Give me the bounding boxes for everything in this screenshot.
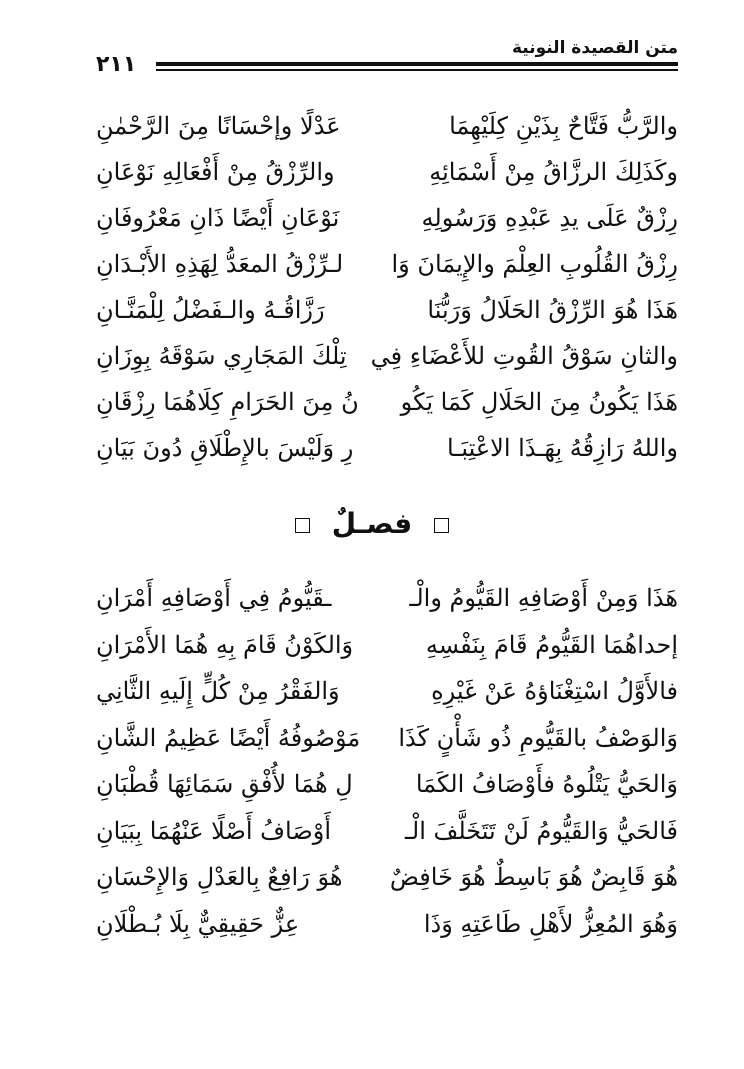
verse-line (96, 195, 678, 241)
second-hemistich: لـرِّزْقُ المعَدُّ لِهَذِهِ الأَبْـدَانِ (96, 250, 344, 278)
section-heading (0, 502, 744, 546)
second-hemistich: رِ وَلَيْسَ بالإِطْلَاقِ دُونَ بَيَانِ (96, 434, 354, 462)
square-ornament-icon (295, 518, 310, 533)
first-hemistich: رِزْقٌ عَلَى يدِ عَبْدِهِ وَرَسُولِهِ (421, 204, 678, 232)
page-header (96, 38, 678, 77)
verse-line (96, 333, 678, 379)
verse-line (96, 287, 678, 333)
first-hemistich: وَالحَيُّ يَتْلُوهُ فأَوْصَافُ الكَمَا (415, 770, 678, 798)
second-hemistich: عَدْلًا وإحْسَانًا مِنَ الرَّحْمٰنِ (96, 112, 341, 140)
poem-block-top (96, 103, 678, 471)
second-hemistich: والرِّزْقُ مِنْ أَفْعَالِهِ نَوْعَانِ (96, 158, 335, 186)
verse-line (96, 425, 678, 471)
verse-line (96, 241, 678, 287)
section-heading-text: فصـلٌ (331, 507, 413, 540)
first-hemistich: والثانِ سَوْقُ القُوتِ للأَعْضَاءِ فِي (370, 342, 678, 370)
verse-line (96, 622, 678, 669)
first-hemistich: إحداهُمَا القَيُّومُ قَامَ بِنَفْسِهِ (425, 630, 678, 659)
second-hemistich: نَوْعَانِ أَيْضًا ذَانِ مَعْرُوفَانِ (96, 204, 340, 232)
second-hemistich: أَوْصَافُ أَصْلًا عَنْهُمَا بِبَيَانِ (96, 816, 331, 845)
page-number: ٢١١ (96, 52, 137, 77)
second-hemistich: مَوْصُوفُهُ أَيْضًا عَظِيمُ الشَّانِ (96, 723, 361, 752)
second-hemistich: وَالفَقْرُ مِنْ كُلٍّ إِلَيهِ الثَّانِي (96, 677, 340, 705)
second-hemistich: ـقَيُّومُ فِي أَوْصَافِهِ أَمْرَانِ (96, 584, 332, 612)
verse-line (96, 761, 678, 808)
first-hemistich: هَذَا يَكُونُ مِنَ الحَلَالِ كَمَا يَكُو (400, 388, 678, 416)
second-hemistich: لِ هُمَا لأُفْقِ سَمَائِهَا قُطْبَانِ (96, 770, 353, 798)
poem-block-bottom (96, 575, 678, 947)
first-hemistich: فالأَوَّلُ اسْتِغْنَاؤهُ عَنْ غَيْرِهِ (431, 677, 678, 705)
second-hemistich: تِلْكَ المَجَارِي سَوْقَهُ بِوِزَانِ (96, 342, 347, 370)
header-rule (156, 62, 678, 66)
second-hemistich: عِزٌّ حَقِيقِيٌّ بِلَا بُـطْلَانِ (96, 909, 300, 938)
verse-line (96, 715, 678, 762)
square-ornament-icon (434, 518, 449, 533)
first-hemistich: وَهُوَ المُعِزُّ لأَهْلِ طَاعَتِهِ وَذَا (423, 909, 678, 938)
first-hemistich: رِزْقُ القُلُوبِ العِلْمَ والإِيمَانَ وَا (391, 250, 678, 278)
verse-line (96, 103, 678, 149)
first-hemistich: وكَذَلِكَ الرزَّاقُ مِنْ أَسْمَائِهِ (429, 158, 678, 186)
verse-line (96, 901, 678, 948)
first-hemistich: هَذَا هُوَ الرِّزْقُ الحَلَالُ وَرَبُّنَا (427, 296, 678, 324)
verse-line (96, 854, 678, 901)
second-hemistich: وَالكَوْنُ قَامَ بِهِ هُمَا الأَمْرَانِ (96, 630, 354, 659)
header-rule-thin (156, 69, 678, 71)
first-hemistich: هَذَا وَمِنْ أَوْصَافِهِ القَيُّومُ والْـ (409, 584, 678, 612)
second-hemistich: هُوَ رَافِعٌ بِالعَدْلِ وَالإِحْسَانِ (96, 863, 343, 891)
verse-line (96, 808, 678, 855)
verse-line (96, 668, 678, 715)
first-hemistich: والرَّبُّ فَتَّاحٌ بِذَيْنِ كِلَيْهِمَا (449, 112, 678, 140)
first-hemistich: هُوَ قَابِضٌ هُوَ بَاسِطٌ هُوَ خَافِضٌ (389, 863, 678, 891)
second-hemistich: رَزَّاقُـهُ والـفَضْلُ لِلْمَنَّـانِ (96, 296, 325, 324)
verse-line (96, 149, 678, 195)
first-hemistich: فَالحَيُّ وَالقَيُّومُ لَنْ تَتَخَلَّفَ الْـ (404, 816, 678, 845)
running-title: متن القصيدة النونية (511, 38, 678, 58)
verse-line (96, 575, 678, 622)
first-hemistich: واللهُ رَازِقُهُ بِهَـذَا الاعْتِبَـا (447, 434, 678, 462)
first-hemistich: وَالوَصْفُ بالقَيُّومِ ذُو شَأْنٍ كَذَا (398, 723, 678, 752)
second-hemistich: نُ مِنَ الحَرَامِ كِلَاهُمَا رِزْقَانِ (96, 388, 359, 416)
verse-line (96, 379, 678, 425)
